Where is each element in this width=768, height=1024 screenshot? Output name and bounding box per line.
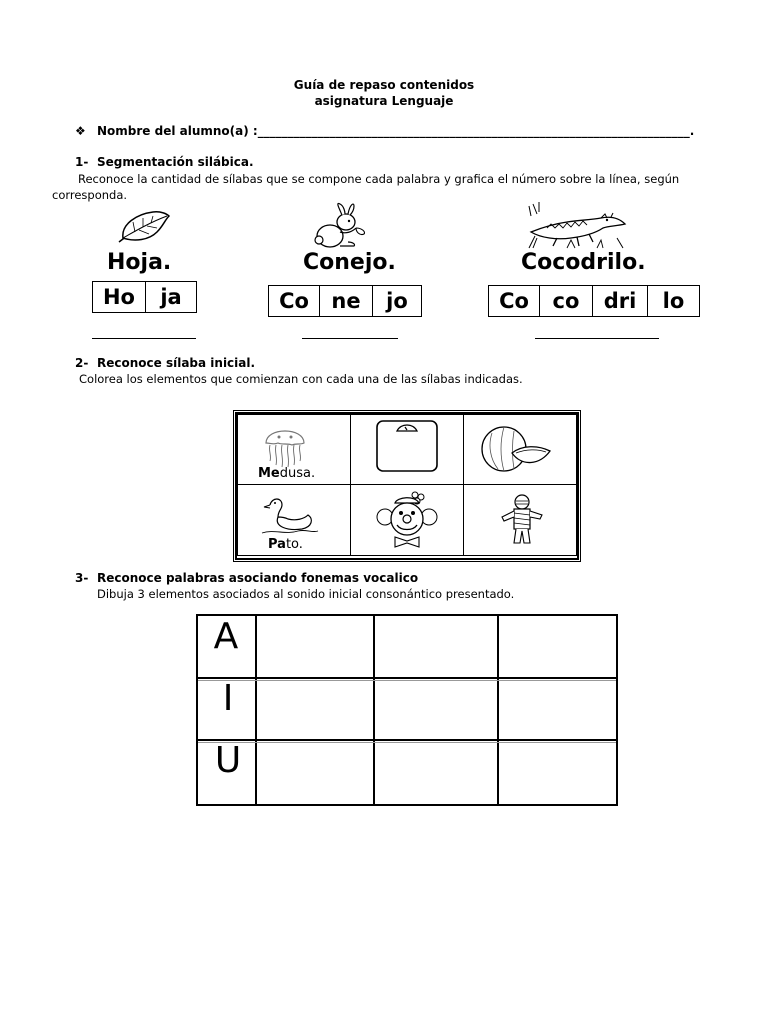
- answer-line-cocodrilo[interactable]: [535, 338, 659, 339]
- table-cell: [463, 414, 577, 485]
- crocodile-icon: [527, 202, 627, 250]
- vowel-i: I: [222, 678, 234, 719]
- word-cocodrilo: Cocodrilo.: [521, 250, 646, 275]
- section1-instruction: Reconoce la cantidad de sílabas que se compone cada palabra y grafica el número sobre la línea, según corresponda.: [52, 172, 680, 202]
- melon-icon: [478, 425, 554, 475]
- row-divider: [198, 739, 616, 741]
- syllable-cell: ja: [160, 285, 182, 309]
- section1-title: Segmentación silábica.: [97, 155, 254, 169]
- leaf-icon: [115, 210, 171, 244]
- word-conejo: Conejo.: [303, 250, 396, 275]
- syllable-picture-table: [235, 412, 579, 560]
- section3-number: 3-: [75, 571, 89, 585]
- column-divider: [373, 616, 375, 804]
- caption-rest: to.: [285, 537, 303, 552]
- word-hoja: Hoja.: [107, 250, 172, 275]
- syllable-box-hoja: [92, 281, 197, 313]
- syllable-cell: lo: [662, 289, 685, 313]
- jellyfish-icon: [262, 423, 308, 469]
- document-subtitle: asignatura Lenguaje: [314, 94, 454, 108]
- section3-title: Reconoce palabras asociando fonemas vocalico: [97, 571, 419, 585]
- caption-pato: [268, 537, 303, 552]
- syllable-cell: Ho: [93, 282, 146, 312]
- caption-rest: dusa.: [279, 466, 316, 481]
- table-cell: [237, 414, 351, 485]
- student-name-text: Nombre del alumno(a) :: [97, 124, 258, 138]
- vowel-a: A: [213, 616, 239, 657]
- syllable-cell: Co: [489, 286, 540, 316]
- section3-instruction: Dibuja 3 elementos asociados al sonido inicial consonántico presentado.: [97, 587, 515, 601]
- syllable-box-conejo: [268, 285, 422, 317]
- syllable-cell: ne: [320, 286, 373, 316]
- caption-syllable: Pa: [268, 537, 286, 552]
- section2-title: Reconoce sílaba inicial.: [97, 356, 256, 370]
- vowel-u: U: [214, 740, 242, 781]
- column-divider: [497, 616, 499, 804]
- syllable-box-cocodrilo: [488, 285, 700, 317]
- table-cell: [350, 484, 464, 556]
- table-cell: [237, 484, 351, 556]
- section2-number: 2-: [75, 356, 89, 370]
- table-cell: [463, 484, 577, 556]
- clown-icon: [375, 489, 439, 549]
- student-name-blank[interactable]: ________________________________________________________________________.: [257, 124, 695, 138]
- section2-instruction: Colorea los elementos que comienzan con cada una de las sílabas indicadas.: [79, 372, 523, 386]
- row-divider-shadow: [198, 680, 616, 681]
- section1-number: 1-: [75, 155, 89, 169]
- row-divider: [198, 677, 616, 679]
- document-title: Guía de repaso contenidos: [293, 78, 475, 92]
- mummy-icon: [500, 493, 544, 545]
- syllable-cell: co: [540, 286, 593, 316]
- row-divider-shadow: [198, 742, 616, 743]
- table-cell: [350, 414, 464, 485]
- syllable-cell: jo: [386, 289, 408, 313]
- bullet-icon: ❖: [75, 124, 86, 138]
- syllable-cell: Co: [269, 286, 320, 316]
- student-name-label: [97, 124, 694, 138]
- answer-line-conejo[interactable]: [302, 338, 398, 339]
- caption-syllable: Me: [258, 466, 280, 481]
- scale-icon: [375, 419, 439, 473]
- caption-medusa: [258, 466, 315, 481]
- duck-icon: [260, 497, 320, 537]
- rabbit-icon: [310, 202, 374, 250]
- answer-line-hoja[interactable]: [92, 338, 196, 339]
- syllable-cell: dri: [593, 286, 648, 316]
- vowel-drawing-table: [196, 614, 618, 806]
